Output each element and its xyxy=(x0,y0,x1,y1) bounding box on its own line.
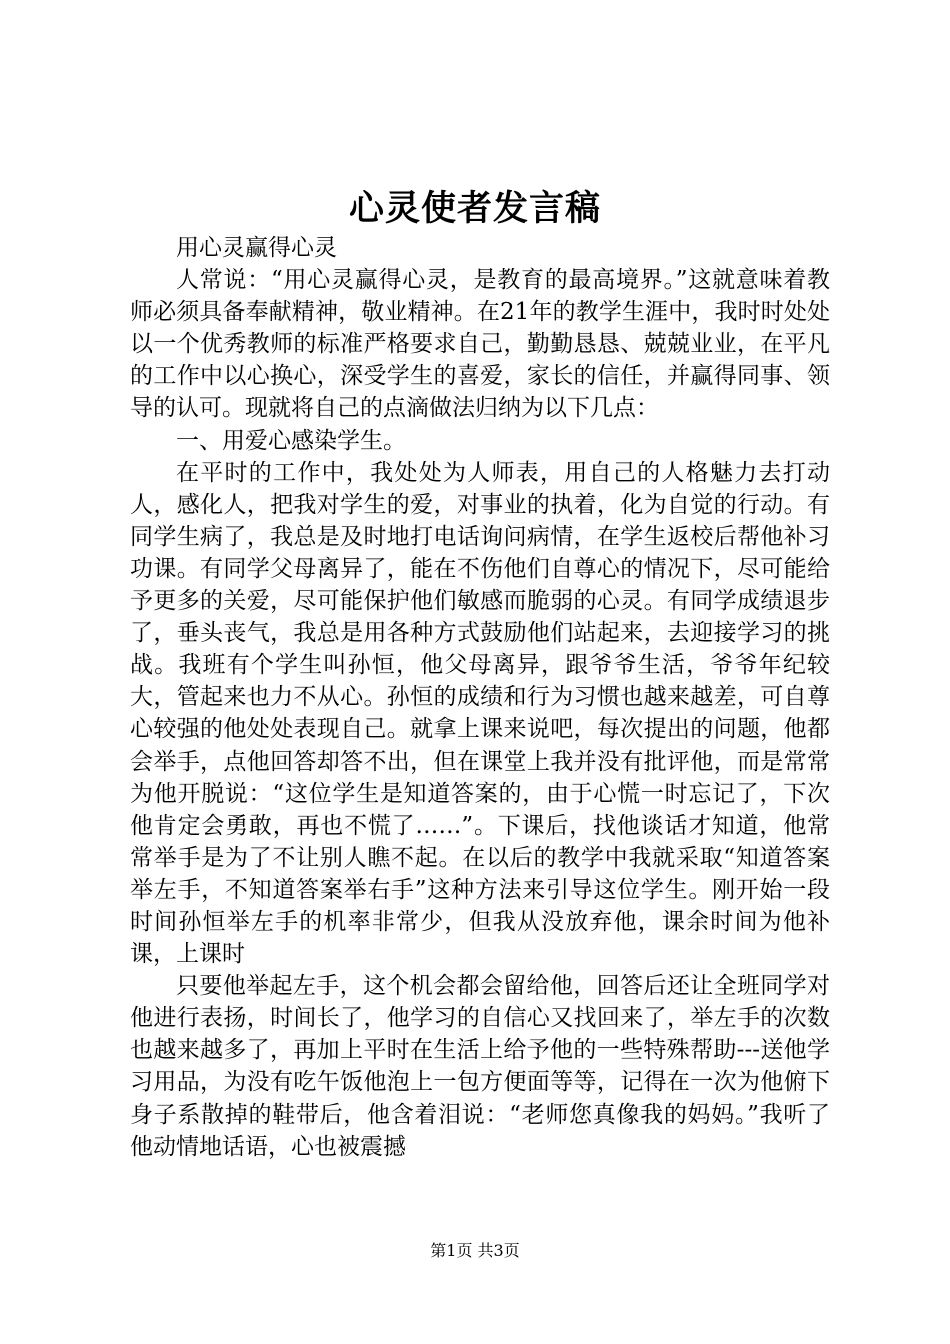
body-paragraph: 只要他举起左手，这个机会都会留给他，回答后还让全班同学对他进行表扬，时间长了，他学习的自信心又找回来了，举左手的次数也越来越多了，再加上平时在生活上给予他的一些特殊帮助---送他学习用品，为没有吃午饭他泡上一包方便面等等，记得在一次为他俯下身子系散掉的鞋带后，他含着泪说：“老师您真像我的妈妈。”我听了他动情地话语，心也被震撼 xyxy=(130,973,830,1160)
section-heading: 一、用爱心感染学生。 xyxy=(176,427,406,454)
document-body xyxy=(130,232,830,1163)
intro-paragraph: 人常说：“用心灵赢得心灵，是教育的最高境界。”这就意味着教师必须具备奉献精神，敬业精神。在21年的教学生涯中，我时时处处以一个优秀教师的标准严格要求自己，勤勤恳恳、兢兢业业，在平凡的工作中以心换心，深受学生的喜爱，家长的信任，并赢得同事、领导的认可。现就将自己的点滴做法归纳为以下几点： xyxy=(130,267,830,422)
document-title: 心灵使者发言稿 xyxy=(348,188,601,229)
body-paragraph: 在平时的工作中，我处处为人师表，用自己的人格魅力去打动人，感化人，把我对学生的爱，对事业的执着，化为自觉的行动。有同学生病了，我总是及时地打电话询问病情，在学生返校后帮他补习功课。有同学父母离异了，能在不伤他们自尊心的情况下，尽可能给予更多的关爱，尽可能保护他们敏感而脆弱的心灵。有同学成绩退步了，垂头丧气，我总是用各种方式鼓励他们站起来，去迎接学习的挑战。我班有个学生叫孙恒，他父母离异，跟爷爷生活，爷爷年纪较大，管起来也力不从心。孙恒的成绩和行为习惯也越来越差，可自尊心较强的他处处表现自己。就拿上课来说吧，每次提出的问题，他都会举手，点他回答却答不出，但在课堂上我并没有批评他，而是常常为他开脱说：“这位学生是知道答案的，由于心慌一时忘记了，下次他肯定会勇敢，再也不慌了……”。下课后，找他谈话才知道，他常常举手是为了不让别人瞧不起。在以后的教学中我就采取“知道答案举左手，不知道答案举右手”这种方法来引导这位学生。刚开始一段时间孙恒举左手的机率非常少，但我从没放弃他，课余时间为他补课，上课时 xyxy=(130,459,830,968)
page-footer: 第1页 共3页 xyxy=(430,1241,520,1260)
subtitle-paragraph: 用心灵赢得心灵 xyxy=(176,235,337,261)
